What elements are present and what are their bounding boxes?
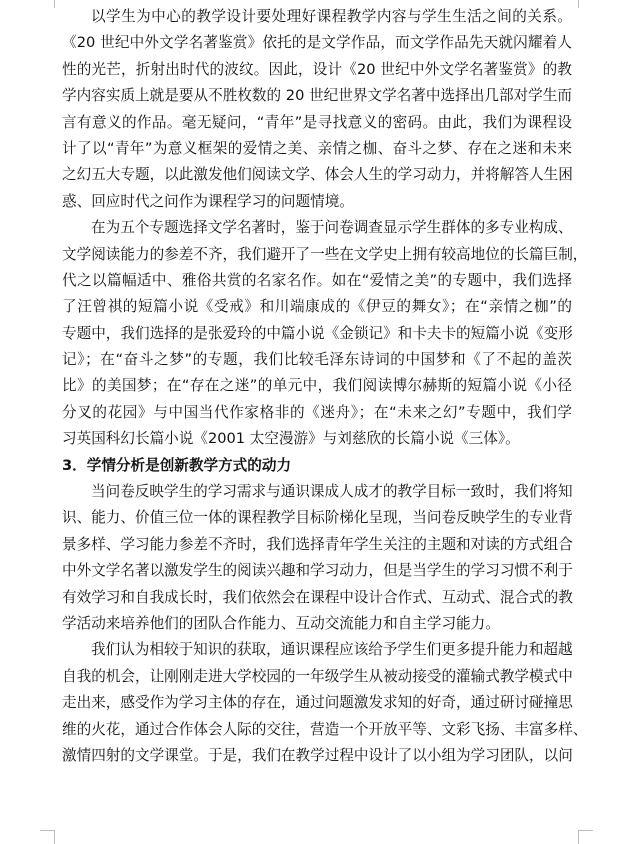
text-line: 走出来，感受作为学习主体的存在，通过问题激发求知的好奇，通过研讨碰撞思 [62,694,573,712]
text-line: 计了以“青年”为意义框架的爱情之美、亲情之枷、奋斗之梦、存在之迷和未来 [62,139,572,157]
text-line: 学活动来培养他们的团队合作能力、互动交流能力和自主学习能力。 [62,614,500,632]
text-line: 《20 世纪中外文学名著鉴赏》依托的是文学作品，而文学作品先天就闪耀着人 [62,34,572,52]
crop-mark-top-left [40,0,55,8]
text-line: 激情四射的文学课堂。于是，我们在教学过程中设计了以小组为学习团队，以问 [62,746,573,764]
text-line: 有效学习和自我成长时，我们依然会在课程中设计合作式、互动式、混合式的教 [62,588,573,606]
text-line: 之幻五大专题，以此激发他们阅读文学、体会人生的学习动力，并将解答人生困 [62,166,573,184]
section-heading: 3．学情分析是创新教学方式的动力 [62,456,292,474]
text-line: 当问卷反映学生的学习需求与通识课成人成才的教学目标一致时，我们将知 [91,483,573,501]
document-body [62,4,588,769]
text-line: 我们认为相较于知识的获取，通识课程应该给予学生们更多提升能力和超越 [91,641,573,659]
text-line: 维的火花，通过合作体会人际的交往，营造一个开放平等、文彩飞扬、丰富多样、 [62,720,588,738]
text-line: 文学阅读能力的参差不齐，我们避开了一些在文学史上拥有较高地位的长篇巨制， [62,245,588,263]
text-line: 惑、回应时代之问作为课程学习的问题情境。 [62,192,354,210]
text-line: 中外文学名著以激发学生的阅读兴趣和学习动力，但是当学生的学习习惯不利于 [62,562,573,580]
text-line: 景多样、学习能力参差不齐时，我们选择青年学生关注的主题和对读的方式组合 [62,535,573,553]
crop-mark-bottom-left [40,830,55,844]
crop-mark-bottom-right [578,830,593,844]
text-line: 专题中，我们选择的是张爱玲的中篇小说《金锁记》和卡夫卡的短篇小说《变形 [62,324,573,342]
text-line: 在为五个专题选择文学名著时，鉴于问卷调查显示学生群体的多专业构成、 [91,219,573,237]
text-line: 学内容实质上就是要从不胜枚数的 20 世纪世界文学名著中选择出几部对学生而 [62,87,572,105]
text-line: 性的光芒，折射出时代的波纹。因此，设计《20 世纪中外文学名著鉴赏》的教 [62,60,572,78]
text-line: 代之以篇幅适中、雅俗共赏的名家名作。如在“爱情之美”的专题中，我们选择 [62,271,572,289]
text-line: 比》的美国梦；在“存在之迷”的单元中，我们阅读博尔赫斯的短篇小说《小径 [62,377,572,395]
crop-mark-top-right [578,0,593,8]
text-line: 以学生为中心的教学设计要处理好课程教学内容与学生生活之间的关系。 [91,8,572,25]
text-line: 习英国科幻长篇小说《2001 太空漫游》与刘慈欣的长篇小说《三体》。 [62,430,520,448]
text-line: 自我的机会，让刚刚走进大学校园的一年级学生从被动接受的灌输式教学模式中 [62,667,573,685]
text-line: 言有意义的作品。毫无疑问，“青年”是寻找意义的密码。由此，我们为课程设 [62,113,572,131]
text-line: 了汪曾祺的短篇小说《受戒》和川端康成的《伊豆的舞女》；在“亲情之枷”的 [62,298,572,316]
text-line: 分叉的花园》与中国当代作家格非的《迷舟》；在“未来之幻”专题中，我们学 [62,403,572,421]
text-line: 记》；在“奋斗之梦”的专题，我们比较毛泽东诗词的中国梦和《了不起的盖茨 [62,351,572,369]
text-line: 识、能力、价值三位一体的课程教学目标阶梯化呈现，当问卷反映学生的专业背 [62,509,573,527]
